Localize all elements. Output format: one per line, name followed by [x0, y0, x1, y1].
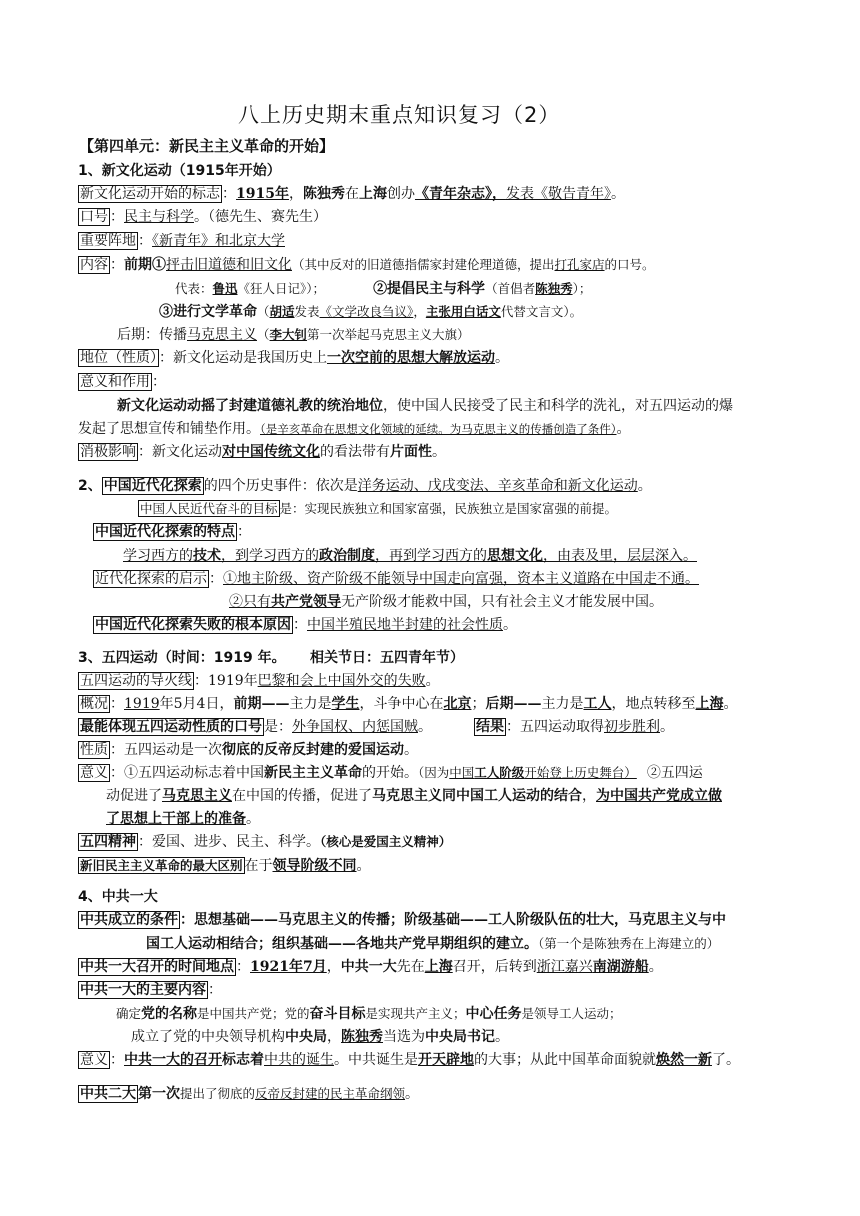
text: 是： — [264, 719, 292, 735]
conditions-label: 中共成立的条件 — [80, 912, 178, 928]
text: 开始登上历史舞台） — [524, 765, 637, 780]
colon: ： — [110, 765, 124, 781]
sign-magazine: 《青年杂志》 — [414, 186, 492, 202]
text: 在中国的传播，促进了 — [232, 788, 372, 804]
difference-text: 领导阶级不同 — [272, 858, 357, 874]
fuse-text: 巴黎和会上中国外交的失败 — [257, 673, 426, 689]
text: 五四运动取得 — [520, 719, 604, 735]
late-label: 后期： — [117, 327, 159, 343]
period: 。 — [356, 858, 371, 874]
early-item-3: ③进行文学革命 — [159, 304, 257, 320]
significance-label: 意义 — [80, 765, 108, 781]
period: 。 — [405, 1086, 420, 1102]
beijing: 北京 — [443, 696, 472, 712]
period: 。 — [432, 444, 446, 460]
period: 。 — [495, 1029, 509, 1045]
year: 1919 — [124, 696, 160, 712]
text: （ — [257, 327, 270, 342]
line-meaning-label — [78, 372, 166, 392]
line-inspiration-2 — [229, 592, 663, 612]
early-item-1: 抨击旧道德和旧文化 — [166, 257, 292, 273]
time-place-label: 中共一大召开的时间地点 — [80, 959, 234, 975]
result-text: 初步胜利 — [604, 719, 660, 735]
line-modernization — [78, 476, 652, 496]
text: （ — [257, 304, 270, 319]
shanghai: 上海 — [695, 696, 724, 712]
slogan-text: 外争国权、内惩国贼 — [292, 719, 418, 735]
colon: ： — [208, 982, 222, 998]
colon: ： — [152, 374, 166, 390]
negative-label: 消极影响 — [80, 444, 136, 460]
new-democratic: 新民主主义革命 — [264, 765, 362, 781]
period: 。 — [616, 421, 631, 437]
text: ，再到学习西方的 — [375, 548, 487, 564]
comma: ， — [327, 1029, 341, 1045]
text: 主力是 — [541, 696, 584, 712]
central-task: 中心任务 — [465, 1006, 522, 1022]
feature-culture: 思想文化 — [487, 548, 543, 564]
text: （因为 — [418, 765, 450, 780]
period: 。 — [648, 959, 663, 975]
result-label: 结果 — [476, 719, 504, 735]
note: ）； — [572, 281, 592, 296]
period: 。 — [495, 350, 509, 366]
colon: ： — [138, 233, 152, 249]
line-significance-2 — [106, 786, 722, 806]
meaning-note: （是辛亥革命在思想文化领域的延续。为马克思主义的传播创造了条件） — [260, 422, 617, 436]
text: ，地点转移至 — [611, 696, 696, 712]
text: ①五四运动标志着中国 — [124, 765, 264, 781]
south-lake-boat: 南湖游船 — [592, 959, 649, 975]
text: 代替文言文）。 — [500, 304, 583, 319]
text: 学习西方的 — [123, 548, 193, 564]
comma: ， — [288, 186, 303, 202]
text: 提出了彻底的 — [180, 1086, 256, 1101]
feature-technology: 技术 — [193, 548, 221, 564]
text: 先在 — [396, 959, 425, 975]
line-failure — [93, 615, 517, 635]
inspiration-1: ①地主阶级、资产阶级不能领导中国走向富强，资本主义道路在中国走不通。 — [223, 571, 699, 587]
line-nature — [78, 740, 418, 760]
line-time-place — [78, 957, 663, 977]
line-literature — [159, 302, 582, 322]
text: 主力是 — [289, 696, 332, 712]
text: 成立了党的中央领导机构 — [131, 1029, 285, 1045]
colon: ： — [237, 524, 251, 540]
party-birth: 中共的诞生 — [264, 1052, 334, 1068]
goal: 奋斗目标 — [309, 1006, 366, 1022]
status-highlight: 一次空前的思想大解放运动 — [327, 350, 495, 366]
central-bureau: 中央局 — [285, 1029, 327, 1045]
working-class: 工人阶级 — [474, 765, 525, 780]
line-base — [78, 231, 285, 251]
slogan-text: 民主与科学 — [124, 209, 194, 225]
rep-name: 鲁迅 — [212, 281, 238, 296]
colon: ： — [194, 673, 208, 689]
text: 发起了思想宣传和铺垫作用。 — [78, 421, 260, 437]
text: 新文化运动 — [152, 444, 222, 460]
colon: ： — [110, 257, 124, 273]
rep-work: 《狂人日记》 — [237, 281, 307, 296]
features-label: 中国近代化探索的特点 — [95, 524, 235, 540]
section-4-heading: 4、中共一大 — [78, 889, 158, 905]
line-main-1 — [116, 1004, 622, 1024]
section-3-heading: 3、五四运动（时间：1919 年。 相关节日：五四青年节） — [78, 650, 464, 666]
text: 传播 — [159, 327, 187, 343]
line-conditions-1 — [78, 910, 726, 930]
party-preparation-cont: 了思想上干部上的准备 — [106, 811, 246, 827]
line-representative — [175, 279, 591, 299]
text: 的大事；从此中国革命面貌就 — [474, 1052, 656, 1068]
comma: ， — [326, 959, 341, 975]
meaning-highlight: 新文化运动动摇了封建道德礼教的统治地位 — [117, 398, 383, 414]
spirit-label: 五四精神 — [80, 834, 136, 850]
period: 。 — [425, 673, 440, 689]
line-significance-4 — [78, 1050, 740, 1070]
sign-place: 上海 — [358, 186, 387, 202]
line-significance-3 — [106, 809, 260, 829]
text: ，使中国人民接受了民主和科学的洗礼，对五四运动的爆 — [383, 398, 733, 414]
period: 。 — [246, 811, 260, 827]
person: 李大钊 — [269, 327, 308, 342]
colon: ： — [138, 834, 152, 850]
text: 的看法带有 — [320, 444, 390, 460]
shanghai: 上海 — [424, 959, 453, 975]
fuse-label: 五四运动的导火线 — [80, 673, 192, 689]
note-founder: 陈独秀 — [535, 281, 573, 296]
text: 动促进了 — [106, 788, 162, 804]
colon: ： — [138, 444, 152, 460]
line-conditions-2 — [146, 934, 719, 954]
colon: ： — [110, 696, 124, 712]
vernacular: 主张用白话文 — [425, 304, 501, 319]
text: ②只有 — [229, 594, 271, 610]
line-features-label — [93, 522, 251, 542]
workers: 工人 — [583, 696, 612, 712]
text: 召开，后转到 — [452, 959, 537, 975]
early-label: 前期① — [124, 257, 166, 273]
text: ，由表及里，层层深入。 — [543, 548, 697, 564]
overview-label: 概况 — [80, 696, 108, 712]
colon: ： — [110, 1052, 124, 1068]
main-content-label: 中共一大的主要内容 — [80, 982, 206, 998]
four-events: 洋务运动、戊戌变法、辛亥革命和新文化运动 — [357, 478, 638, 494]
section-1-heading: 1、新文化运动（1915年开始） — [78, 163, 281, 179]
text: 新文化运动是我国历史上 — [173, 350, 327, 366]
text: ②五四运 — [646, 765, 703, 781]
text: 的四个历史事件：依次是 — [203, 478, 358, 494]
text: ，斗争中心在 — [359, 696, 444, 712]
text: 无产阶级才能救中国，只有社会主义才能发展中国。 — [341, 594, 663, 610]
line-main-label — [78, 980, 222, 1000]
line-inspiration-1 — [93, 569, 699, 589]
meaning-label: 意义和作用 — [80, 374, 150, 390]
person: 胡适 — [269, 304, 295, 319]
line-second-congress — [78, 1084, 419, 1104]
chen-duxiu: 陈独秀 — [341, 1029, 383, 1045]
base-label: 重要阵地 — [80, 233, 136, 249]
early-item-2: ②提倡民主与科学 — [373, 281, 486, 297]
program: 反帝反封建的民主革命纲领 — [255, 1086, 406, 1101]
line-meaning-1 — [117, 396, 733, 416]
note: 的口号。 — [604, 257, 655, 272]
party-preparation: 为中国共产党成立做 — [596, 788, 722, 804]
sign-publication: 发表《敬告青年》 — [505, 186, 611, 202]
date: 1921年7月 — [250, 959, 327, 975]
one-sided: 片面性 — [390, 444, 432, 460]
combination: 马克思主义同中国工人运动的结合 — [372, 788, 582, 804]
text: 是中国共产党；党的 — [197, 1006, 310, 1021]
text: 年5月4日， — [159, 696, 234, 712]
first-time: 第一次 — [138, 1086, 180, 1102]
line-late — [117, 325, 470, 345]
comma: ， — [582, 788, 596, 804]
conditions-text: ：思想基础——马克思主义的传播；阶级基础——工人阶级队伍的壮大，马克思主义与中 — [180, 912, 726, 928]
negative-highlight: 对中国传统文化 — [222, 444, 320, 460]
slogan-note: 。（德先生、赛先生） — [194, 209, 327, 225]
bureau-secretary: 中央局书记 — [425, 1029, 495, 1045]
party-name: 党的名称 — [141, 1006, 198, 1022]
slogan-label: 最能体现五四运动性质的口号 — [80, 719, 262, 735]
nature-text: 彻底的反帝反封建的爱国运动 — [222, 742, 404, 758]
period: 。 — [418, 719, 432, 735]
colon: ： — [110, 742, 124, 758]
text: ，到学习西方的 — [221, 548, 319, 564]
text: 爱国、进步、民主、科学。 — [152, 834, 320, 850]
early-phase: 前期—— — [233, 696, 290, 712]
text: 确定 — [116, 1006, 142, 1021]
text: 1919年 — [208, 673, 258, 689]
text: ）； — [306, 281, 326, 296]
spirit-core: （核心是爱国主义精神） — [320, 834, 452, 849]
line-fuse — [78, 671, 440, 691]
students: 学生 — [331, 696, 360, 712]
text: 是领导工人运动； — [521, 1006, 622, 1021]
text: 了。 — [712, 1052, 740, 1068]
line-spirit — [78, 832, 451, 852]
sign-year: 1915年 — [236, 186, 289, 202]
line-main-2 — [131, 1027, 509, 1047]
text: 当选为 — [383, 1029, 425, 1045]
nature-label: 性质 — [80, 742, 108, 758]
failure-text: 中国半殖民地半封建的社会性质 — [307, 617, 503, 633]
note: （首倡者 — [485, 281, 536, 296]
period: 。 — [404, 742, 418, 758]
period: 。 — [660, 719, 674, 735]
period: 。 — [723, 696, 738, 712]
inspiration-label: 近代化探索的启示 — [95, 571, 207, 587]
marxism: 马克思主义 — [187, 327, 257, 343]
colon: ： — [159, 350, 173, 366]
comma: ， — [491, 186, 506, 202]
status-label: 地位（性质） — [80, 350, 157, 366]
slogan-label: 口号 — [80, 209, 108, 225]
text: ， — [413, 304, 426, 319]
line-sign — [78, 184, 625, 204]
conditions-text: 国工人运动相结合；组织基础——各地共产党早期组织的建立。 — [146, 936, 538, 952]
failure-label: 中国近代化探索失败的根本原因 — [95, 617, 291, 633]
jiaxing: 浙江嘉兴 — [536, 959, 593, 975]
colon: ： — [110, 209, 124, 225]
text: 在 — [344, 186, 359, 202]
sign-label: 新文化运动开始的标志 — [80, 186, 220, 202]
colon: ： — [236, 959, 250, 975]
brand-new: 焕然一新 — [656, 1052, 712, 1068]
text: 标志着 — [222, 1052, 264, 1068]
period: 。 — [637, 478, 652, 494]
text: 。中共诞生是 — [334, 1052, 418, 1068]
difference-label: 新旧民主主义革命的最大区别 — [80, 858, 243, 873]
line-content — [78, 255, 655, 275]
text: 在于 — [244, 858, 273, 874]
rep-label: 代表： — [175, 281, 213, 296]
epoch-making: 开天辟地 — [418, 1052, 474, 1068]
significance-label: 意义 — [80, 1052, 108, 1068]
period: 。 — [503, 617, 517, 633]
note: （其中反对的旧道德指儒家封建伦理道德，提出 — [292, 257, 555, 272]
text: 五四运动是一次 — [124, 742, 222, 758]
text: 是实现共产主义； — [365, 1006, 466, 1021]
base-text: 《新青年》和北京大学 — [152, 233, 285, 249]
content-label: 内容 — [80, 257, 108, 273]
colon: ： — [222, 186, 236, 202]
colon: ： — [209, 571, 223, 587]
text: 发表 — [294, 304, 320, 319]
text: 创办 — [386, 186, 415, 202]
text: 中共一大的召开 — [124, 1052, 222, 1068]
section-2-number: 2、 — [78, 478, 102, 494]
line-goal — [138, 499, 617, 519]
line-overview — [78, 694, 737, 714]
text: 中国 — [449, 765, 475, 780]
text: ； — [471, 696, 486, 712]
marxism: 马克思主义 — [162, 788, 232, 804]
goal-text: 是：实现民族独立和国家富强，民族独立是国家富强的前提。 — [279, 501, 618, 516]
period: 。 — [610, 186, 625, 202]
line-meaning-2 — [78, 419, 631, 439]
line-significance-1 — [78, 763, 703, 783]
line-negative — [78, 442, 446, 462]
conditions-note: （第一个是陈独秀在上海建立的） — [538, 936, 720, 951]
line-slogan — [78, 207, 327, 227]
line-status — [78, 348, 509, 368]
unit-heading: 【第四单元：新民主主义革命的开始】 — [79, 137, 335, 155]
work: 《文学改良刍议》 — [319, 304, 414, 319]
line-difference — [78, 856, 371, 876]
text: 第一次举起马克思主义大旗） — [307, 327, 470, 342]
text: 的开始。 — [362, 765, 418, 781]
page-title: 八上历史期末重点知识复习（2） — [238, 103, 561, 127]
party-leadership: 共产党领导 — [271, 594, 341, 610]
sign-person: 陈独秀 — [302, 186, 345, 202]
section-2-heading: 中国近代化探索 — [103, 478, 202, 494]
colon: ： — [293, 617, 307, 633]
note-slogan: 打孔家店 — [554, 257, 605, 272]
line-features — [123, 546, 697, 566]
colon: ： — [506, 719, 520, 735]
second-congress-label: 中共二大 — [80, 1086, 136, 1102]
line-slogan-result — [78, 717, 674, 737]
first-congress: 中共一大 — [340, 959, 397, 975]
goal-label: 中国人民近代奋斗的目标 — [140, 501, 278, 516]
late-phase: 后期—— — [485, 696, 542, 712]
feature-politics: 政治制度 — [319, 548, 375, 564]
